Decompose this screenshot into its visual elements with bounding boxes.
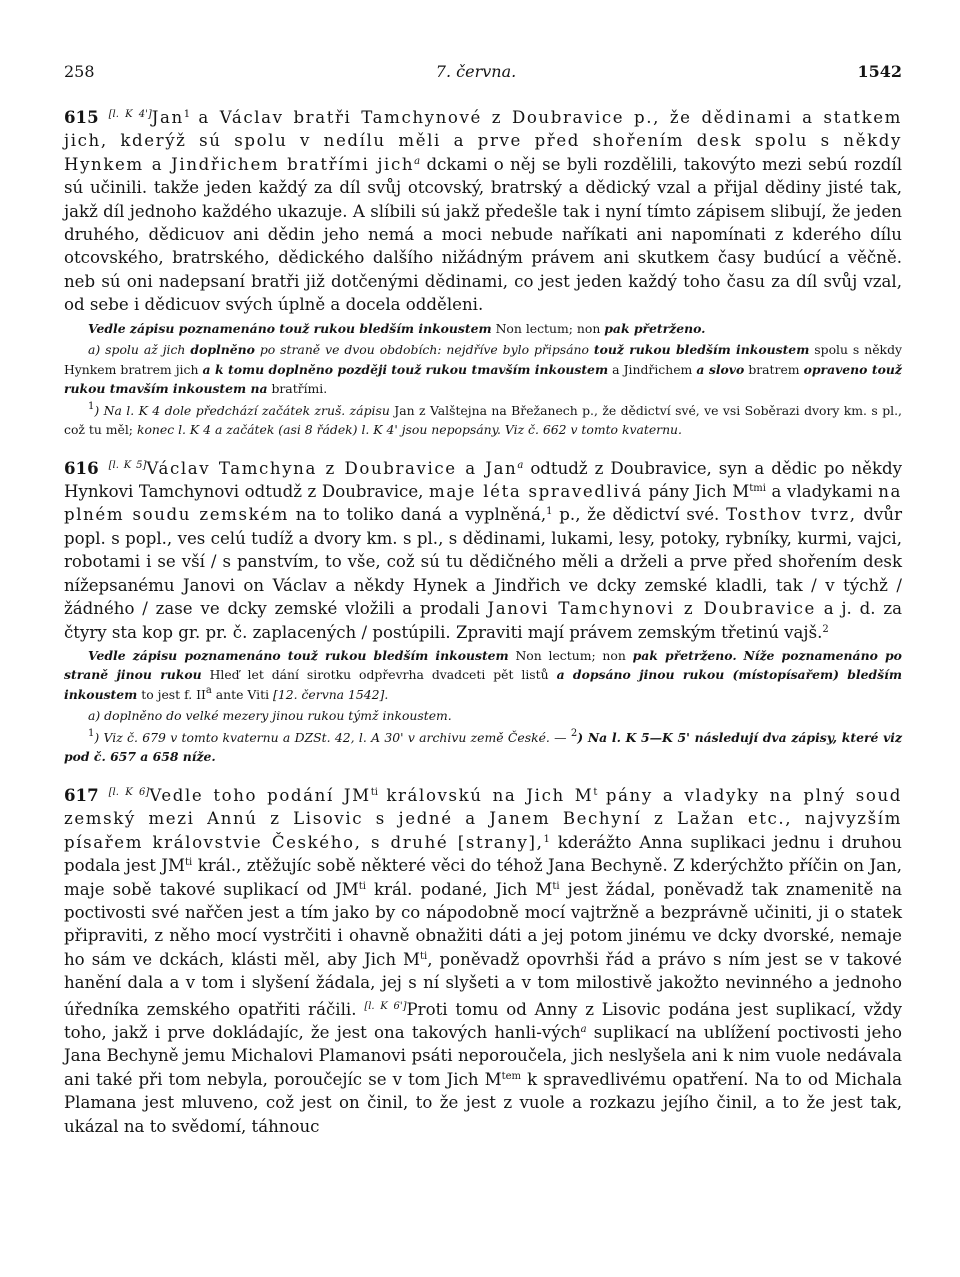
folio-reference: [l. K 4'] <box>108 109 152 120</box>
footnote-remark: Vedle zápisu poznamenáno touž rukou bledším inkoustem Non lectum; non pak přetrženo. Níže poznamenáno po straně jinou rukou Hleď let dání sirotku odpřevrha dvadceti pět listů a dopsáno jinou rukou (místopísařem) bledším inkoustem to jest f. $II^a$ ante Viti [12. června 1542]. <box>64 647 902 702</box>
running-date: 7. června. <box>435 62 517 81</box>
footnote-a: a) doplněno do velké mezery jinou rukou týmž inkoustem. <box>88 708 452 724</box>
footnote-1-2: $^1$) Viz č. 679 v tomto kvaternu a DZSt. 42, l. A 30' v archivu země České. — $^2$) Na l. K 5—K 5' následují dva zápisy, které viz pod č. 657 a 658 níže. <box>64 727 903 765</box>
entry-text: 616 [l. K 5]Václav Tamchyna z Doubravice a Jan$^a$ odtudž z Doubravice, syn a dědic po někdy Hynkovi Tamchynovi odtudž z Doubravice, maje léta spravedlivá pány Jich $M^{tmi}$ a vladykami na plném soudu zemském na to toliko daná a vyplněná,$^1$ p., že dědictví své. Tosthov tvrz, dvůr popl. s popl., ves celú tudíž a dvory km. s pl., s dědinami, lukami, lesy, potoky, rybníky, kurmi, vajci, robotami i se vší / s panstvím, to vše, což sú tu dědičného měli a drželi a prve před shořením desk nížepsanému Janovi on Václav a někdy Hynek a Jindřich ve dcky zemské kladli, tak / v týchž / žádného / zase ve dcky zemské vložili a prodali Janovi Tamchynovi z Doubravice a j. d. za čtyry sta kop gr. pr. č. zaplacených / postúpili. Zpraviti mají právem zemským třetinú vajš.$^2$ <box>64 457 903 642</box>
entry-number: 615 <box>64 107 99 127</box>
folio-reference: [l. K 6] <box>108 786 150 798</box>
page-number: 258 <box>64 62 95 81</box>
folio-reference-2: [l. K 6'] <box>364 1000 407 1012</box>
footnote-remark: Vedle zápisu poznamenáno touž rukou bledším inkoustem Non lectum; non pak přetrženo. <box>88 320 706 336</box>
entry-number: 616 <box>64 457 99 478</box>
entry-number: 617 <box>64 784 99 805</box>
running-year: 1542 <box>857 62 902 81</box>
page-header <box>64 62 902 81</box>
entry-617 <box>64 781 902 1138</box>
entry-text: 615 [l. K 4']Jan$^1$ a Václav bratři Tamchynové z Doubravice p., že dědinami a statkem jich, kderýž sú spolu v nedílu měli a prve před shořením desk spolu s někdy Hynkem a Jindřichem bratřími jich$^a$ dckami o něj se byli rozdělili, takovýto mezi sebú rozdíl sú učinili. takže jeden každý za díl svůj otcovský, bratrský a dědický vzal a přijal dědiny jisté tak, jakž díl jednoho každého ukazuje. A slíbili sú jakž předešle tak i nyní tímto zápisem slibují, že jeden druhého, dědicuov ani dědin jeho nemá a moci nebude naříkati ani napomínati z kderého dílu otcovského, bratrského, dědického dalšího nižádným právem ani skutkem časy budúcí a věčně. neb sú oni nadepsaní bratři již dotčenými dědinami, co jest jeden každý toho času za díl svůj vzal, od sebe i dědicuov svých úplně a docela odděleni. <box>64 107 903 315</box>
entry-text: 617 [l. K 6]Vedle toho podání $JM^{ti}$ královskú na Jich $M^t$ pány a vladyky na plný soud zemský mezi Annú z Lisovic s jedné a Janem Bechyní z Lažan etc., najvyzším písařem královstvie Českého, s druhé [strany],$^1$ kderážto Anna suplikaci jednu i druhou podala jest $JM^{ti}$ král., ztěžujíc sobě některé věci do téhož Jana Bechyně. Z kderýchžto příčin on Jan, maje sobě takové suplikací od $JM^{ti}$ král. podané, Jich $M^{ti}$ jest žádal, poněvadž tak znamenitě na poctivosti své nařčen jest a tím jako by co nápodobně mocí vajtržně a bezprávně učiniti, ji o statek připraviti, z něho mocí vystrčiti i ohavně obnažiti dáti a jej potom jinému ve dcky dvorské, nemaje ho sám ve dckách, klásti měl, aby Jich $M^{ti}$, poněvadž opovrhši řád a právo s ním jest se v takové hanění dala a v tom i slyšení žádala, jej s ní slyšeti a v tom milostivě jakožto nevinného a jednoho úředníka zemského opatřiti ráčili. [l. K 6']Proti tomu od Anny z Lisovic podána jest suplikací, vždy toho, jakž i prve dokládajíc, že jest ona takových hanli-vých$^a$ suplikací na ublížení poctivosti jeho Jana Bechyně jemu Michalovi Plamanovi psáti neporoučela, jich neslyšela ani k nim vuole nedávala ani také při tom nebyla, poroučejíc se v tom Jich $M^{tem}$ k spravedlivému opatření. Na to od Michala Plamana jest mluveno, což jest on činil, to že jest z vuole a rozkazu jejího činil, a to že jest tak, ukázal na to svědomí, táhnouc <box>64 784 903 1136</box>
entry-615 <box>64 103 902 440</box>
folio-reference: [l. K 5] <box>108 459 147 471</box>
footnote-1: $^1$) Na l. K 4 dole předchází začátek zruš. zápisu Jan z Valštejna na Břežanech p., že dědictví své, ve vsi Soběrazi dvory km. s pl., což tu měl; konec l. K 4 a začátek (asi 8 řádek) l. K 4' jsou nepopsány. Viz č. 662 v tomto kvaternu. <box>64 400 902 438</box>
footnote-a: a) spolu až jich doplněno po straně ve dvou obdobích: nejdříve bylo připsáno touž rukou bledším inkoustem spolu s někdy Hynkem bratrem jich a k tomu doplněno později touž rukou tmavším inkoustem a Jindřichem a slovo bratrem opraveno touž rukou tmavším inkoustem na bratřími. <box>64 342 902 397</box>
entry-616 <box>64 454 902 767</box>
